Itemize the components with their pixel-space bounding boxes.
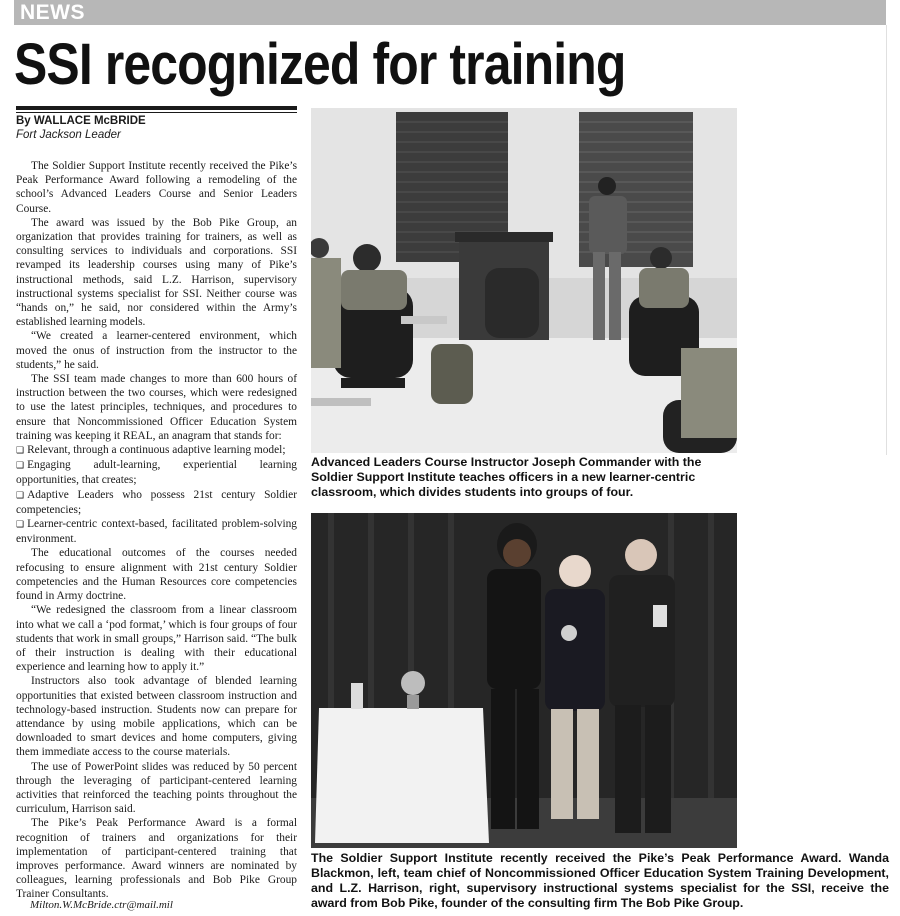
section-banner [14, 0, 886, 25]
byline-author: By WALLACE McBRIDE [16, 115, 146, 127]
photo-caption: The Soldier Support Institute recently received the Pike’s Peak Performance Award. Wanda Blackmon, left, team chief of Noncommissioned Officer Education System Training Development, and L.Z. Harrison, right, supervisory instructional systems specialist for the SSI, receive the award from Bob Pike, founder of the consulting firm The Bob Pike Group. [311, 851, 889, 910]
article-paragraph: The SSI team made changes to more than 600 hours of instruction between the two courses, which were redesigned to use the latest principles, techniques, and procedures to ensure that Noncommissioned Officer Education System training was keeping it REAL, an anagram that stands for: [16, 373, 297, 442]
article-paragraph: The use of PowerPoint slides was reduced by 50 percent through the leveraging of participant-centered learning activities that reinforced the teaching points throughout the curriculum, Harrison said. [16, 760, 297, 816]
article-body [16, 159, 297, 902]
article-paragraph: The Soldier Support Institute recently received the Pike’s Peak Performance Award following a remodeling of the school’s Advanced Leaders Course and Senior Leaders Course. [16, 160, 297, 215]
article-paragraph: The award was issued by the Bob Pike Group, an organization that provides training for trainers, as well as consulting services to individuals and corporations. SSI revamped its leadership courses using many of Pike’s instructional methods, said L.Z. Harrison, supervisory instructional systems specialist for SSI. Neither course was “hands on,” he said, nor considered within the Army’s established learning models. [16, 216, 297, 329]
bullet-item: ❑ Engaging adult-learning, experiential learning opportunities, that creates; [16, 458, 297, 487]
section-label: NEWS [20, 1, 85, 24]
award-photo [311, 513, 737, 848]
byline-rule [16, 106, 297, 110]
classroom-photo [311, 108, 737, 453]
article-paragraph: “We created a learner-centered environment, which moved the onus of instruction from the instructor to the students,” he said. [16, 330, 297, 371]
article-paragraph: Instructors also took advantage of blended learning opportunities that existed between classroom instruction and technology-based instruction. Students now can prepare for attendance by using mobile applications, which can be downloaded to smart devices and home computers, giving them immediate access to the course materials. [16, 675, 297, 759]
page-title: SSI recognized for training [14, 32, 626, 97]
bullet-item: ❑ Learner-centric context-based, facilitated problem-solving environment. [16, 517, 297, 546]
article-paragraph: The educational outcomes of the courses needed refocusing to ensure alignment with 21st century Soldier competencies and the Human Resources core competencies found in Army doctrine. [16, 547, 297, 603]
bullet-item: ❑ Adaptive Leaders who possess 21st century Soldier competencies; [16, 488, 297, 517]
bullet-item: ❑ Relevant, through a continuous adaptive learning model; [16, 443, 297, 458]
photo-caption: Advanced Leaders Course Instructor Joseph Commander with the Soldier Support Institute teaches officers in a new learner-centric classroom, which divides students into groups of four. [311, 455, 702, 499]
article-paragraph: “We redesigned the classroom from a linear classroom into what we call a ‘pod format,’ which is four groups of four students that work in small groups,” Harrison said. “The bulk of their instruction is dealing with their educational experience and learning how to apply it.” [16, 604, 297, 674]
byline-rule-thin [16, 112, 297, 113]
article-paragraph: The Pike’s Peak Performance Award is a formal recognition of trainers and organizations for their implementation of participant-centered training that improves performance. Award winners are nominated by colleagues, learning professionals and Bob Pike Group Trainer Consultants. [16, 817, 297, 901]
author-email: Milton.W.McBride.ctr@mail.mil [30, 899, 173, 911]
page-edge-rule [886, 25, 887, 455]
byline-organization: Fort Jackson Leader [16, 129, 121, 141]
